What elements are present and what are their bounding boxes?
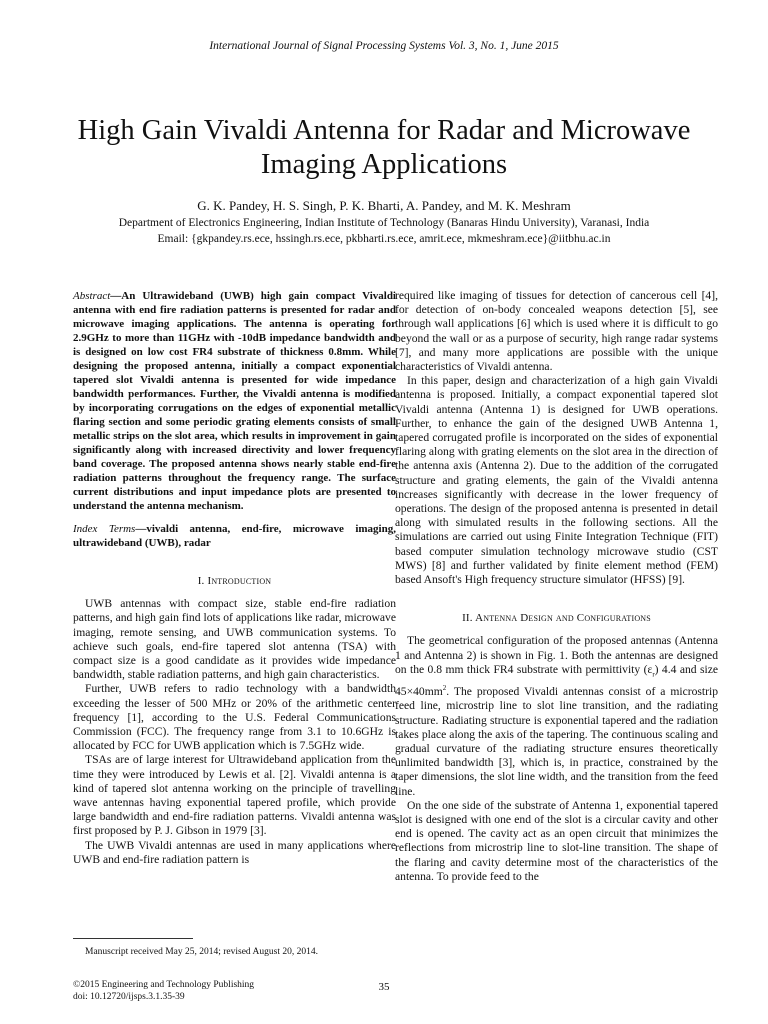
paragraph-text: ) 4.4 and size 45×40mm	[395, 662, 718, 699]
paragraph: On the one side of the substrate of Antenna 1, exponential tapered slot is designed with one end of the slot is a circular cavity and other end is opened. The cavity act as an open circuit that minimizes the reflections from microstrip line to slot-line transition. The shape of the flaring and cavity determine most of the characteristics of the antenna. To provide feed to the	[395, 798, 718, 883]
superscript: 2	[442, 684, 447, 693]
copyright-line: ©2015 Engineering and Technology Publishing	[73, 980, 255, 990]
right-column	[395, 289, 718, 884]
section-heading-introduction: I. Introduction	[197, 575, 272, 587]
abstract-text: —An Ultrawideband (UWB) high gain compact Vivaldi antenna with end fire radiation patterns is presented for radar and microwave imaging applications. The antenna is operating for 2.9GHz to more than 11GHz with -10dB impedance bandwidth and is designed on low cost FR4 substrate of thickness 0.8mm. While designing the proposed antenna, initially a compact exponential tapered slot Vivaldi antenna is presented for wide impedance bandwidth performances. Further, the Vivaldi antenna is modified by incorporating corrugations on the edges of exponential metallic flaring section and some periodic grating elements consists of small metallic strips on the slot area, which results in improvement in gain significantly along with increased directivity and lower frequency band coverage. The proposed antenna shows nearly stable end-fire radiation patterns throughout the frequency range. The surface current distributions and input impedance plots are presented to understand the antenna mechanism.	[73, 290, 396, 512]
page-number: 35	[378, 981, 390, 993]
abstract	[73, 289, 396, 513]
affiliation: Department of Electronics Engineering, Indian Institute of Technology (Banaras Hindu University), Varanasi, India	[118, 217, 650, 229]
index-terms	[73, 522, 396, 550]
left-column	[73, 289, 396, 867]
paragraph	[395, 634, 718, 798]
paragraph: In this paper, design and characterization of a high gain Vivaldi antenna is proposed. Initially, a compact exponential tapered slot Vivaldi antenna (Antenna 1) is designed for UWB operations. Further, to enhance the gain of the designed UWB Antenna 1, tapered corrugated profile is incorporated on the sides of exponential flaring along with grating elements on the slot area in the direction of the antenna axis (Antenna 2). Due to the addition of the corrugated structure and grating elements, the gain of the Vivaldi antenna increases significantly with decrease in the lower frequency of operations. The design of the proposed antenna is presented in detail along with simulated results in the following sections. All the simulations are carried out using Finite Integration Technique (FIT) based computer simulation technology microwave studio (CST MWS) [8] and further validated by finite element method (FEM) based Ansoft's High frequency structure simulator (HFSS) [9].	[395, 374, 718, 587]
journal-header: International Journal of Signal Processing Systems Vol. 3, No. 1, June 2015	[209, 40, 559, 52]
paragraph: The UWB Vivaldi antennas are used in many applications where UWB and end-fire radiation pattern is	[73, 838, 396, 866]
paragraph: Further, UWB refers to radio technology with a bandwidth exceeding the lesser of 500 MHz or 20% of the arithmetic center frequency [1], according to the U.S. Federal Communications Commission (FCC). The frequency range from 3.1 to 10.6GHz is allocated by FCC for UWB application which is 7.5GHz wide.	[73, 682, 396, 753]
abstract-label: Abstract	[73, 290, 111, 302]
author-list: G. K. Pandey, H. S. Singh, P. K. Bharti, A. Pandey, and M. K. Meshram	[197, 198, 571, 213]
paragraph: required like imaging of tissues for detection of cancerous cell [4], for detection of on-body concealed weapons detection [5], see through wall applications [6] which is used where it is difficult to go beyond the wall or as a purpose of security, high range radar systems [7], and many more applications are possible with the unique characteristics of Vivaldi antenna.	[395, 289, 718, 374]
paragraph: TSAs are of large interest for Ultrawideband application from the time they were introduced by Lewis et al. [2]. Vivaldi antenna is a kind of tapered slot antenna working on the principle of travelling wave antennas having exponential tapered profile, which provide large bandwidth and end-fire radiation patterns. Vivaldi antenna was first proposed by P. J. Gibson in 1979 [3].	[73, 753, 396, 838]
doi-line: doi: 10.12720/ijsps.3.1.35-39	[73, 992, 185, 1002]
paragraph-text: The geometrical configuration of the proposed antennas (Antenna 1 and Antenna 2) is shown in Fig. 1. Both the antennas are designed on the 0.8 mm thick FR4 substrate with permittivity (ε	[395, 634, 718, 676]
paragraph-text: . The proposed Vivaldi antennas consist of a microstrip feed line, microstrip line to slot line transition, and the radiating structure. Radiating structure is exponential tapered and the radiation takes place along the axis of the tapering. The continuous scaling and gradual curvature of the radiating structure ensures theoretically unlimited bandwidth [3], which is, in practice, constrained by the taper dimensions, the slot line width, and the transition from the feed line.	[395, 685, 718, 798]
email-line: Email: {gkpandey.rs.ece, hssingh.rs.ece, pkbharti.rs.ece, amrit.ece, mkmeshram.ece}@iitbhu.ac.in	[157, 233, 611, 245]
paragraph: UWB antennas with compact size, stable end-fire radiation patterns, and high gain find lots of applications like radar, microwave imaging, remote sensing, and UWB communication systems. To achieve such goals, end-fire tapered slot antenna (TSA) with compact size is a good candidate as it provides wide impedance bandwidth, stable radiation patterns, and high gain characteristics.	[73, 597, 396, 682]
footnote-divider	[73, 938, 193, 939]
paper-title: High Gain Vivaldi Antenna for Radar and Microwave Imaging Applications	[77, 115, 691, 180]
index-terms-text: —vivaldi antenna, end-fire, microwave imaging, ultrawideband (UWB), radar	[73, 523, 396, 549]
subscript: r	[652, 670, 655, 679]
index-terms-label: Index Terms	[73, 523, 136, 535]
footnote: Manuscript received May 25, 2014; revised August 20, 2014.	[85, 947, 318, 957]
section-heading-antenna-design: II. Antenna Design and Configurations	[462, 612, 651, 625]
